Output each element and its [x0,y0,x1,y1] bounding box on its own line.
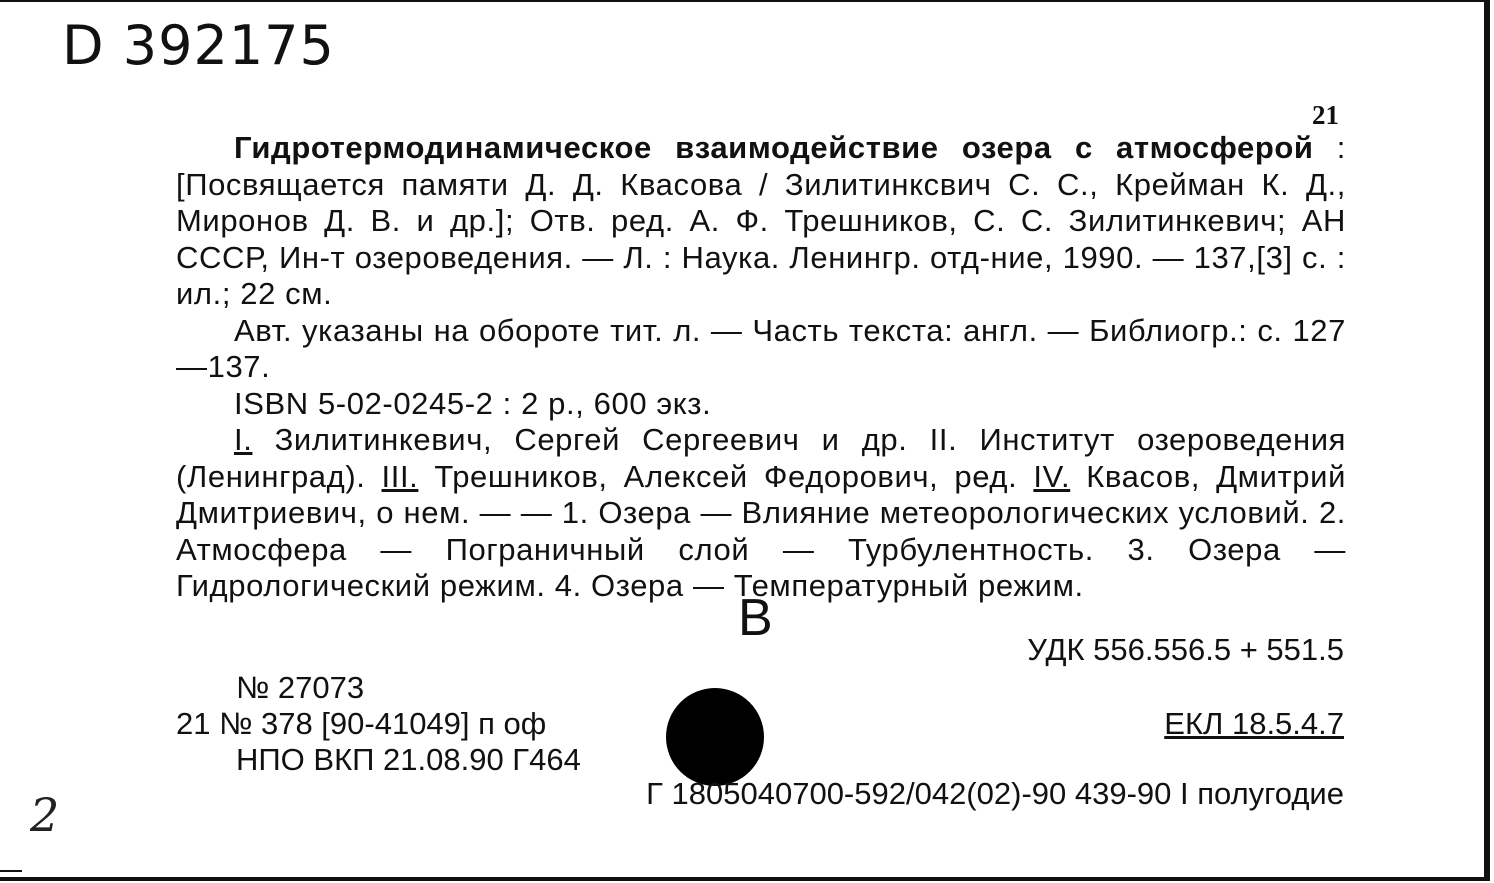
edge-mark [0,870,22,872]
tracing-text-1: Зилитинкевич, Сергей Сергеевич и др. II. Институт озероведения (Ленинград). [176,422,1346,494]
call-number: D 392175 [62,14,335,77]
udk-code: УДК 556.556.5 + 551.5 [1027,632,1344,667]
bibliographic-record [176,130,1346,605]
description-paragraph [176,130,1346,313]
ekl-code: ЕКЛ 18.5.4.7 [1164,706,1344,741]
tracing-marker-IV: IV. [1033,458,1071,494]
notes-paragraph: Авт. указаны на обороте тит. л. — Часть текста: англ. — Библиогр.: с. 127—137. [176,312,1346,384]
tracing-marker-III: III. [381,458,419,494]
tracings-paragraph [176,422,1346,605]
isbn-paragraph: ISBN 5-02-0245-2 : 2 р., 600 экз. [234,385,712,421]
record-description: : [Посвящается памяти Д. Д. Квасова / Зилитинксвич С. С., Крейман К. Д., Миронов Д. В. и др.]; Отв. ред. А. Ф. Трешников, С. С. Зилитинкевич; АН СССР, Ин-т озероведения. — Л. : Наука. Ленингр. отд-ние, 1990. — 137,[3] с. : ил.; 22 см. [176,130,1346,311]
order-line: 21 № 378 [90-41049] п оф [176,706,547,741]
handwritten-mark: 2 [30,788,60,842]
tracing-marker-I: I. [234,422,253,457]
accession-number: № 27073 [236,670,365,705]
index-line: Г 1805040700-592/042(02)-90 439-90 I полугодие [646,776,1344,811]
punch-hole [666,688,764,786]
npo-line: НПО ВКП 21.08.90 Г464 [236,742,581,777]
page-number: 21 [1312,100,1339,130]
tracing-text-4: Квасов, Дмитрий Дмитриевич, о нем. — — 1. Озера — Влияние метеорологических условий. 2. Атмосфера — Пограничный слой — Турбулентность. 3. Озера — Гидрологический режим. 4. Озера — Температурный режим. [176,458,1346,603]
record-title: Гидротермодинамическое взаимодействие озера с атмосферой [234,130,1314,165]
tracing-text-3: Трешников, Алексей Федорович, ред. [418,458,1034,494]
stamp-letter: В [738,589,773,647]
